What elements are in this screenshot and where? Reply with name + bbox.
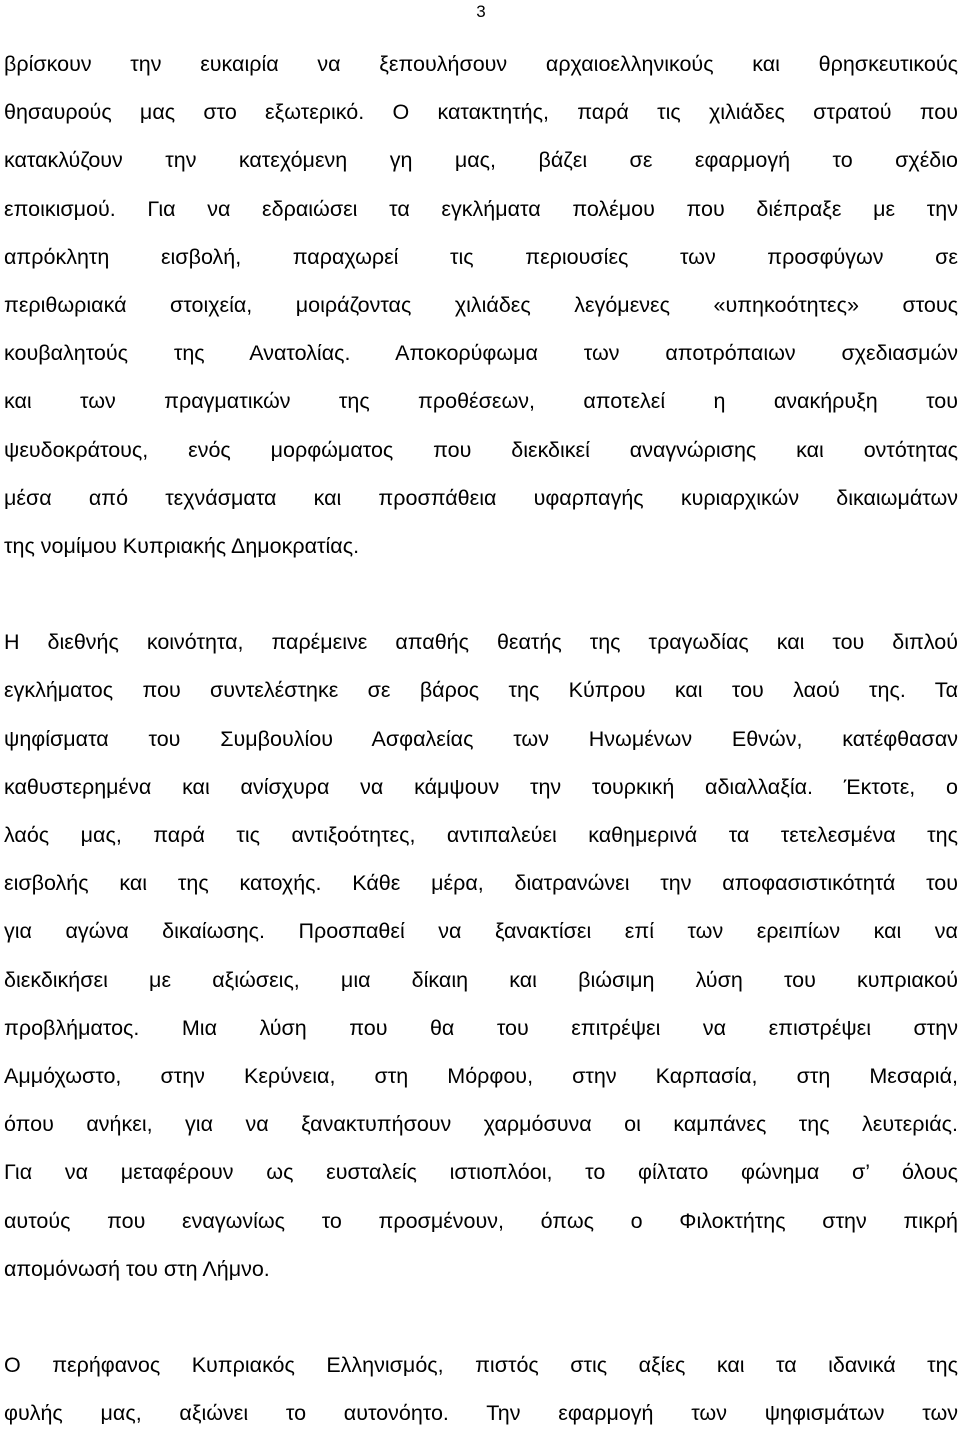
text-line: κατακλύζουν την κατεχόμενη γη μας, βάζει σε εφαρμογή το σχέδιο [4, 148, 958, 173]
text-line: κουβαλητούς της Ανατολίας. Αποκορύφωμα των αποτρόπαιων σχεδιασμών [4, 341, 958, 366]
text-line: εισβολής και της κατοχής. Κάθε μέρα, διατρανώνει την αποφασιστικότητά του [4, 871, 958, 896]
text-line: λαός μας, παρά τις αντιξοότητες, αντιπαλεύει καθημερινά τα τετελεσμένα της [4, 823, 958, 847]
text-line: ψευδοκράτους, ενός μορφώματος που διεκδικεί αναγνώρισης και οντότητας [4, 437, 958, 462]
text-line: αυτούς που εναγωνίως το προσμένουν, όπως ο Φιλοκτήτης στην πικρή [4, 1208, 958, 1233]
text-line: εποικισμού. Για να εδραιώσει τα εγκλήματα πολέμου που διέπραξε με την [4, 196, 958, 221]
text-line: φυλής μας, αξιώνει το αυτονόητο. Την εφαρμογή των ψηφισμάτων των [4, 1401, 958, 1426]
text-line: καθυστερημένα και ανίσχυρα να κάμψουν την τουρκική αδιαλλαξία. Έκτοτε, ο [4, 774, 958, 799]
paragraph [4, 1341, 958, 1437]
text-line: Η διεθνής κοινότητα, παρέμεινε απαθής θεατής της τραγωδίας και του διπλού [4, 630, 958, 655]
text-line: Αμμόχωστο, στην Κερύνεια, στη Μόρφου, στην Καρπασία, στη Μεσαριά, [4, 1063, 958, 1088]
text-line: απομόνωσή του στη Λήμνο. [4, 1256, 270, 1281]
text-line: Ο περήφανος Κυπριακός Ελληνισμός, πιστός στις αξίες και τα ιδανικά της [4, 1353, 958, 1378]
paragraph [4, 40, 958, 570]
page-number: 3 [476, 2, 486, 21]
text-line: περιθωριακά στοιχεία, μοιράζοντας χιλιάδες λεγόμενες «υπηκοότητες» στους [4, 292, 958, 317]
text-line: και των πραγματικών της προθέσεων, αποτελεί η ανακήρυξη του [4, 389, 958, 414]
text-line: προβλήματος. Μια λύση που θα του επιτρέψει να επιστρέψει στην [4, 1015, 958, 1040]
text-line: Για να μεταφέρουν ως ευσταλείς ιστιοπλόοι, το φίλτατο φώνημα σ’ όλους [4, 1160, 958, 1185]
text-line: ψηφίσματα του Συμβουλίου Ασφαλείας των Ηνωμένων Εθνών, κατέφθασαν [4, 726, 958, 751]
text-line: θησαυρούς μας στο εξωτερικό. Ο κατακτητής, παρά τις χιλιάδες στρατού που [4, 100, 958, 125]
text-line: απρόκλητη εισβολή, παραχωρεί τις περιουσίες των προσφύγων σε [4, 244, 958, 269]
text-line: για αγώνα δικαίωσης. Προσπαθεί να ξανακτίσει επί των ερειπίων και να [4, 919, 958, 944]
text-line: εγκλήματος που συντελέστηκε σε βάρος της Κύπρου και του λαού της. Τα [4, 678, 958, 703]
text-line: μέσα από τεχνάσματα και προσπάθεια υφαρπαγής κυριαρχικών δικαιωμάτων [4, 485, 958, 510]
text-line: βρίσκουν την ευκαιρία να ξεπουλήσουν αρχαιοελληνικούς και θρησκευτικούς [4, 52, 958, 76]
text-line: όπου ανήκει, για να ξανακτυπήσουν χαρμόσυνα οι καμπάνες της λευτεριάς. [4, 1112, 958, 1137]
paragraph-spacing [4, 1293, 958, 1341]
paragraph-spacing [4, 570, 958, 618]
paragraph [4, 618, 958, 1293]
text-line: διεκδικήσει με αξιώσεις, μια δίκαιη και βιώσιμη λύση του κυπριακού [4, 967, 958, 992]
document-body [4, 40, 958, 1437]
text-line: της νομίμου Κυπριακής Δημοκρατίας. [4, 533, 360, 558]
